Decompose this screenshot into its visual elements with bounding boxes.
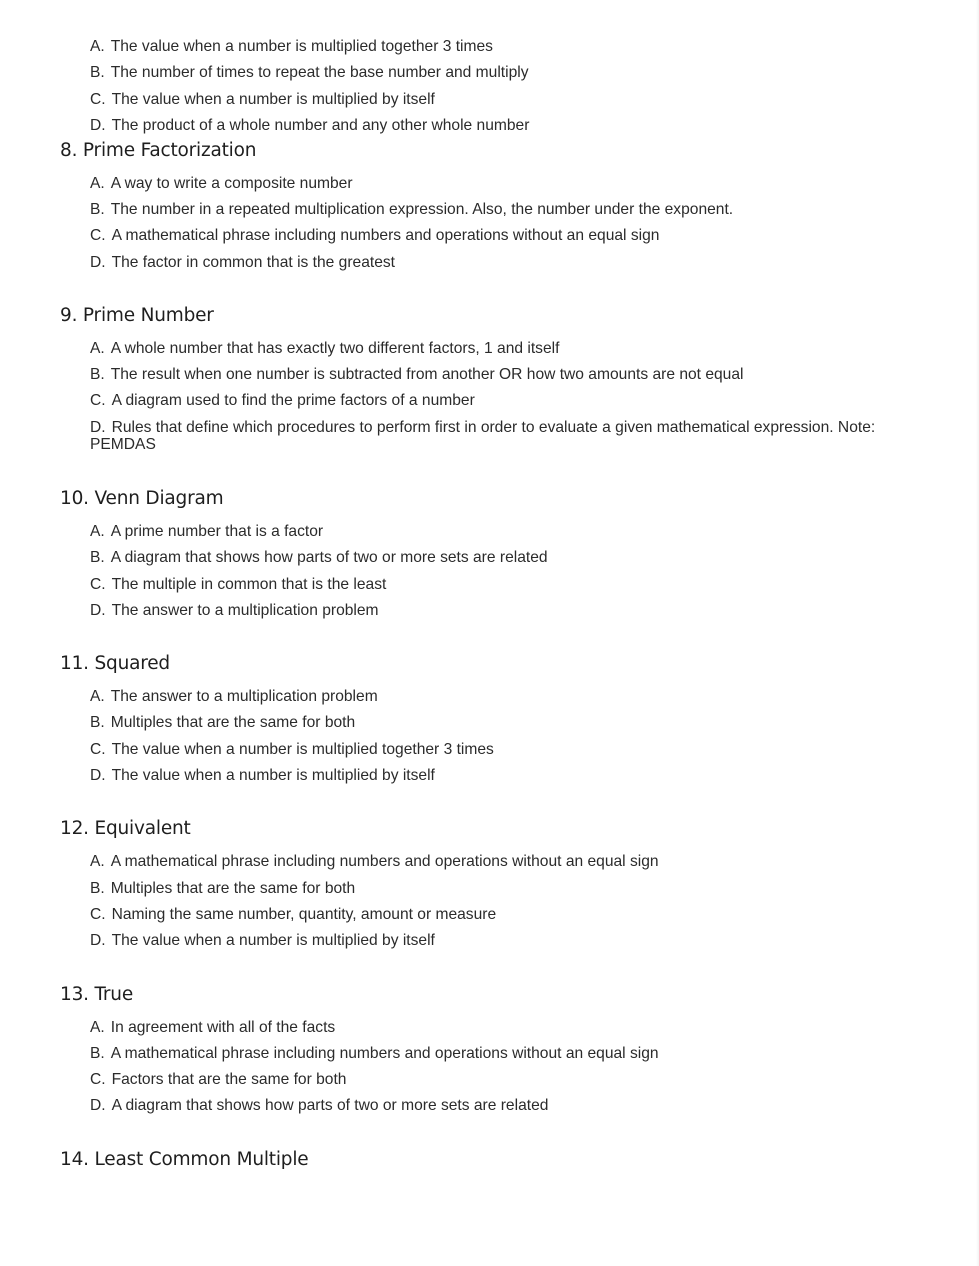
option-13d: D. A diagram that shows how parts of two or more sets are related xyxy=(90,1097,549,1114)
option-11d: D. The value when a number is multiplied by itself xyxy=(90,767,435,784)
question-11-title: 11. Squared xyxy=(60,653,170,674)
option-8a: A. A way to write a composite number xyxy=(90,175,353,192)
option-12d: D. The value when a number is multiplied by itself xyxy=(90,932,435,949)
option-13a: A. In agreement with all of the facts xyxy=(90,1019,336,1036)
option-12b: B. Multiples that are the same for both xyxy=(90,880,356,897)
option-11b: B. Multiples that are the same for both xyxy=(90,714,356,731)
option-10c: C. The multiple in common that is the least xyxy=(90,576,387,593)
question-12-title: 12. Equivalent xyxy=(60,818,191,839)
option-12a: A. A mathematical phrase including numbers and operations without an equal sign xyxy=(90,853,659,870)
option-10a: A. A prime number that is a factor xyxy=(90,523,324,540)
option-13b: B. A mathematical phrase including numbers and operations without an equal sign xyxy=(90,1045,659,1062)
question-14-title: 14. Least Common Multiple xyxy=(60,1149,309,1170)
option-10d: D. The answer to a multiplication problem xyxy=(90,602,379,619)
question-10-title: 10. Venn Diagram xyxy=(60,488,224,509)
option-9c: C. A diagram used to find the prime factors of a number xyxy=(90,392,475,409)
option-7a: A. The value when a number is multiplied together 3 times xyxy=(90,38,493,55)
question-13-title: 13. True xyxy=(60,984,133,1005)
option-9d: D. Rules that define which procedures to perform first in order to evaluate a given mathematical expression. Note: PEMDAS xyxy=(90,419,876,453)
question-8-title: 8. Prime Factorization xyxy=(60,140,257,161)
option-7c: C. The value when a number is multiplied by itself xyxy=(90,91,435,108)
question-9-title: 9. Prime Number xyxy=(60,305,214,326)
option-11a: A. The answer to a multiplication problem xyxy=(90,688,378,705)
option-8d: D. The factor in common that is the greatest xyxy=(90,254,396,271)
option-7b: B. The number of times to repeat the base number and multiply xyxy=(90,64,529,81)
option-8b: B. The number in a repeated multiplication expression. Also, the number under the exponent. xyxy=(90,201,734,218)
option-8c: C. A mathematical phrase including numbers and operations without an equal sign xyxy=(90,227,660,244)
option-11c: C. The value when a number is multiplied together 3 times xyxy=(90,741,494,758)
option-13c: C. Factors that are the same for both xyxy=(90,1071,347,1088)
option-12c: C. Naming the same number, quantity, amount or measure xyxy=(90,906,497,923)
option-9b: B. The result when one number is subtracted from another OR how two amounts are not equal xyxy=(90,366,744,383)
option-10b: B. A diagram that shows how parts of two or more sets are related xyxy=(90,549,548,566)
option-9a: A. A whole number that has exactly two different factors, 1 and itself xyxy=(90,340,560,357)
option-7d: D. The product of a whole number and any other whole number xyxy=(90,117,530,134)
